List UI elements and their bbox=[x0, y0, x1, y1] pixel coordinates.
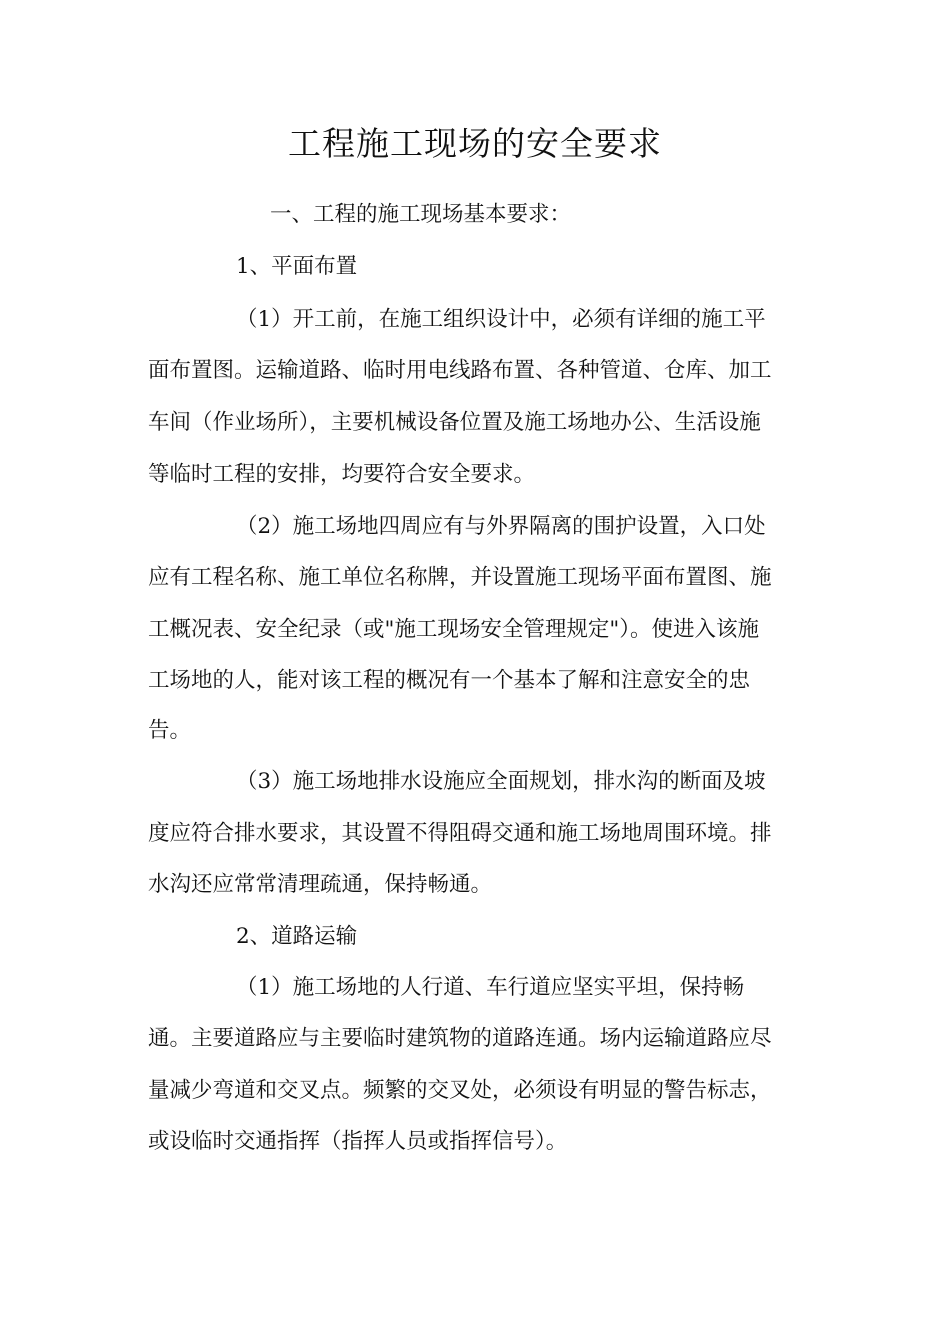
paragraph-line: （1）开工前，在施工组织设计中，必须有详细的施工平 bbox=[236, 307, 766, 332]
paragraph-line: 告。 bbox=[148, 718, 192, 743]
paragraph-line: （2）施工场地四周应有与外界隔离的围护设置，入口处 bbox=[236, 514, 766, 539]
paragraph-line: 度应符合排水要求，其设置不得阻碍交通和施工场地周围环境。排 bbox=[148, 821, 772, 846]
paragraph-line: （3）施工场地排水设施应全面规划，排水沟的断面及坡 bbox=[236, 769, 766, 794]
paragraph-line: 水沟还应常常清理疏通，保持畅通。 bbox=[148, 872, 493, 897]
paragraph-line: 工概况表、安全纪录（或"施工现场安全管理规定"）。使进入该施 bbox=[148, 617, 760, 642]
paragraph-line: （1）施工场地的人行道、车行道应坚实平坦，保持畅 bbox=[236, 975, 745, 1000]
paragraph-line: 通。主要道路应与主要临时建筑物的道路连通。场内运输道路应尽 bbox=[148, 1026, 772, 1051]
paragraph-line: 车间（作业场所），主要机械设备位置及施工场地办公、生活设施 bbox=[148, 410, 761, 435]
section-1-heading: 1、平面布置 bbox=[236, 254, 358, 279]
section-2-heading: 2、道路运输 bbox=[236, 924, 358, 949]
heading-1: 一、工程的施工现场基本要求： bbox=[270, 202, 572, 227]
paragraph-line: 或设临时交通指挥（指挥人员或指挥信号）。 bbox=[148, 1129, 568, 1154]
paragraph-line: 等临时工程的安排，均要符合安全要求。 bbox=[148, 462, 536, 487]
paragraph-line: 面布置图。运输道路、临时用电线路布置、各种管道、仓库、加工 bbox=[148, 358, 772, 383]
paragraph-line: 工场地的人，能对该工程的概况有一个基本了解和注意安全的忠 bbox=[148, 668, 751, 693]
paragraph-line: 应有工程名称、施工单位名称牌，并设置施工现场平面布置图、施 bbox=[148, 565, 772, 590]
document-title: 工程施工现场的安全要求 bbox=[288, 124, 662, 163]
paragraph-line: 量减少弯道和交叉点。频繁的交叉处，必须设有明显的警告标志， bbox=[148, 1078, 772, 1103]
